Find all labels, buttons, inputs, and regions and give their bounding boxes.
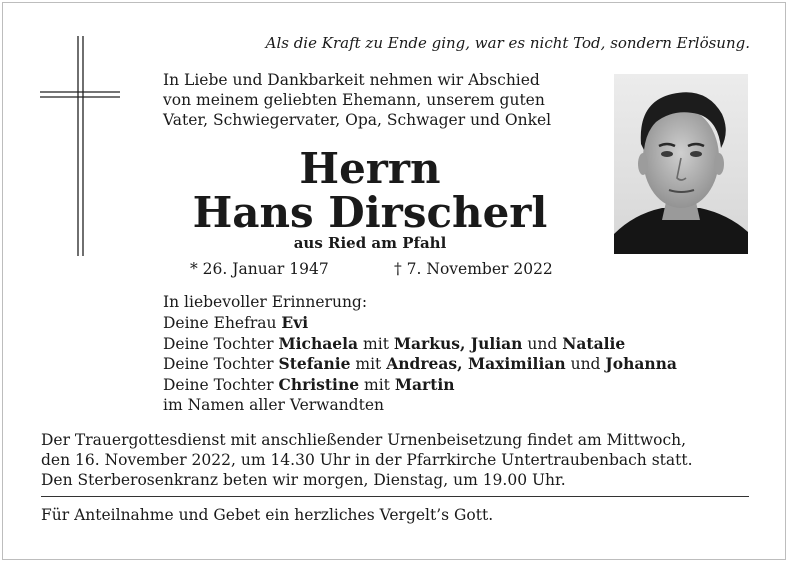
mourner-prefix: Deine Ehefrau bbox=[163, 313, 282, 332]
mourner-prefix: Deine Tochter bbox=[163, 334, 279, 353]
portrait-photo bbox=[614, 74, 748, 254]
mourner-name: Natalie bbox=[562, 333, 626, 353]
mourner-name: Evi bbox=[281, 312, 309, 332]
mourner-name: Markus, Julian bbox=[393, 333, 523, 353]
thanks-text: Für Anteilnahme und Gebet ein herzliches Vergelt’s Gott. bbox=[41, 506, 494, 524]
mourners-list bbox=[163, 293, 763, 416]
mourner-name: Stefanie bbox=[278, 354, 351, 374]
intro-line: In Liebe und Dankbarkeit nehmen wir Abschied bbox=[163, 71, 540, 89]
birth-date: * 26. Januar 1947 bbox=[190, 260, 329, 278]
relatives-line: im Namen aller Verwandten bbox=[163, 395, 384, 414]
mourner-line bbox=[163, 354, 763, 375]
mourner-joiner: mit bbox=[358, 334, 394, 353]
mourner-name: Michaela bbox=[278, 333, 359, 353]
mourner-name: Christine bbox=[278, 375, 360, 395]
intro-line: von meinem geliebten Ehemann, unserem guten bbox=[163, 91, 545, 109]
mourner-line bbox=[163, 375, 763, 396]
origin: aus Ried am Pfahl bbox=[293, 234, 447, 252]
service-line: Den Sterberosenkranz beten wir morgen, Dienstag, um 19.00 Uhr. bbox=[41, 471, 566, 489]
service-info bbox=[41, 430, 749, 490]
salutation: Herrn bbox=[299, 144, 441, 193]
mourner-prefix: Deine Tochter bbox=[163, 376, 279, 395]
memory-intro: In liebevoller Erinnerung: bbox=[163, 293, 368, 311]
mourner-joiner: und bbox=[565, 355, 606, 374]
cross-icon bbox=[40, 36, 120, 256]
intro-line: Vater, Schwiegervater, Opa, Schwager und Onkel bbox=[163, 111, 552, 129]
mourner-line bbox=[163, 313, 763, 334]
mourner-name: Martin bbox=[394, 375, 455, 395]
mourner-name: Andreas, Maximilian bbox=[386, 354, 566, 374]
divider bbox=[41, 496, 749, 497]
mourner-joiner: und bbox=[522, 334, 563, 353]
mourner-joiner: mit bbox=[350, 355, 387, 374]
mourner-name: Johanna bbox=[605, 354, 677, 374]
mourner-line bbox=[163, 334, 763, 355]
mourner-prefix: Deine Tochter bbox=[163, 355, 279, 374]
deceased-name: Hans Dirscherl bbox=[192, 188, 548, 237]
intro-text bbox=[163, 70, 583, 130]
service-line: den 16. November 2022, um 14.30 Uhr in der Pfarrkirche Untertraubenbach statt. bbox=[41, 451, 693, 469]
mourner-joiner: mit bbox=[359, 376, 395, 395]
motto: Als die Kraft zu Ende ging, war es nicht Tod, sondern Erlösung. bbox=[265, 34, 750, 52]
service-line: Der Trauergottesdienst mit anschließender Urnenbeisetzung findet am Mittwoch, bbox=[41, 431, 687, 449]
death-date: † 7. November 2022 bbox=[394, 260, 553, 278]
